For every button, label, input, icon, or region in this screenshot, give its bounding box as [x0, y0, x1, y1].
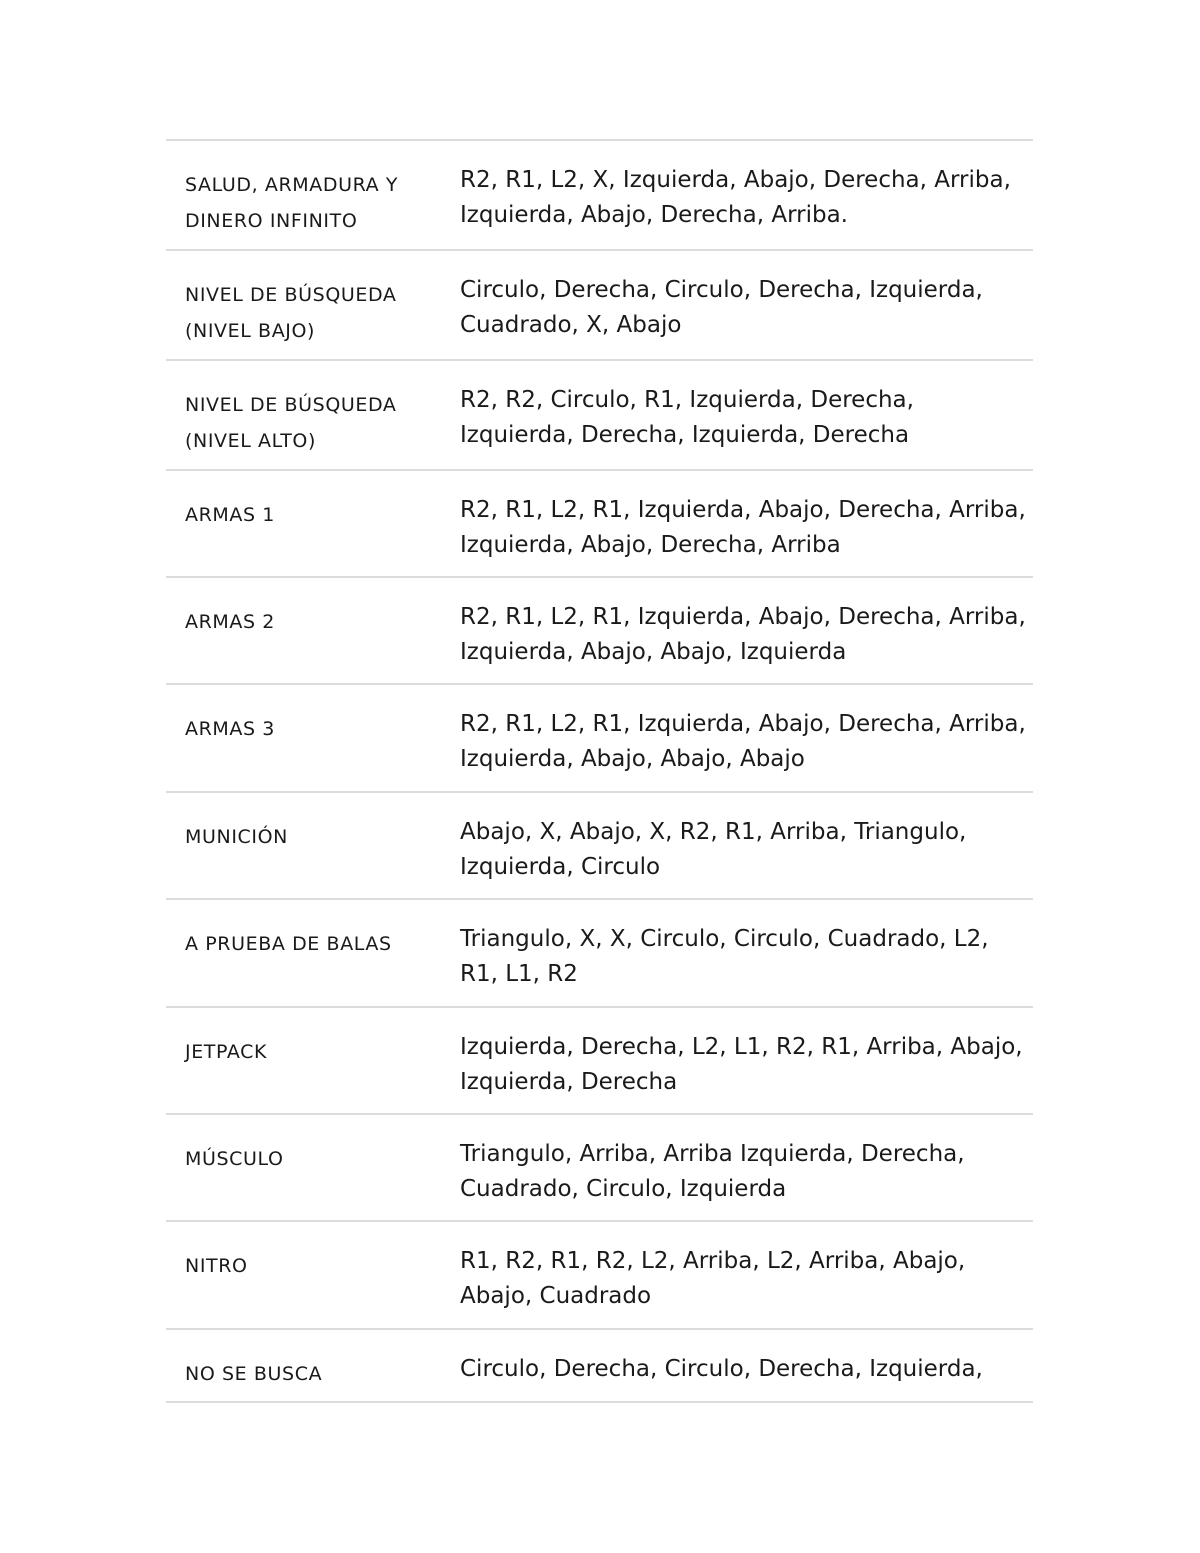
cheat-name: SALUD, ARMADURA Y DINERO INFINITO [185, 174, 399, 232]
cheat-name: JETPACK [185, 1041, 268, 1063]
table-row [166, 1115, 1033, 1222]
cheat-name: ARMAS 2 [185, 611, 275, 633]
table-row [166, 251, 1033, 361]
cheat-code: Abajo, X, Abajo, X, R2, R1, Arriba, Triangulo, Izquierda, Circulo [460, 819, 967, 880]
cheat-code: Izquierda, Derecha, L2, L1, R2, R1, Arriba, Abajo, Izquierda, Derecha [460, 1034, 1023, 1095]
table-row [166, 1222, 1033, 1330]
cheat-table [166, 139, 1033, 1403]
table-row [166, 900, 1033, 1008]
table-row [166, 685, 1033, 793]
table-row [166, 361, 1033, 471]
cheat-code: R2, R1, L2, R1, Izquierda, Abajo, Derecha, Arriba, Izquierda, Abajo, Abajo, Izquierda [460, 604, 1026, 665]
table-row [166, 1330, 1033, 1403]
table-row [166, 1008, 1033, 1115]
cheat-name: NIVEL DE BÚSQUEDA (NIVEL BAJO) [185, 284, 397, 342]
cheat-name: ARMAS 1 [185, 504, 275, 526]
cheat-code: Circulo, Derecha, Circulo, Derecha, Izquierda, [460, 1356, 983, 1382]
cheat-name: MÚSCULO [185, 1148, 284, 1170]
table-row [166, 141, 1033, 251]
cheat-code: R2, R1, L2, X, Izquierda, Abajo, Derecha, Arriba, Izquierda, Abajo, Derecha, Arriba. [460, 167, 1011, 228]
table-row [166, 471, 1033, 578]
cheat-code: R1, R2, R1, R2, L2, Arriba, L2, Arriba, Abajo, Abajo, Cuadrado [460, 1248, 966, 1309]
cheat-name: NIVEL DE BÚSQUEDA (NIVEL ALTO) [185, 394, 397, 452]
cheat-code: Triangulo, X, X, Circulo, Circulo, Cuadrado, L2, R1, L1, R2 [460, 926, 989, 987]
cheat-name: MUNICIÓN [185, 826, 288, 848]
cheat-name: NITRO [185, 1255, 248, 1277]
cheat-name: ARMAS 3 [185, 718, 275, 740]
table-row [166, 578, 1033, 685]
cheat-name: NO SE BUSCA [185, 1363, 323, 1385]
cheat-name: A PRUEBA DE BALAS [185, 933, 392, 955]
cheat-code: R2, R1, L2, R1, Izquierda, Abajo, Derecha, Arriba, Izquierda, Abajo, Abajo, Abajo [460, 711, 1026, 772]
cheat-code: Circulo, Derecha, Circulo, Derecha, Izquierda, Cuadrado, X, Abajo [460, 277, 983, 338]
table-row [166, 793, 1033, 900]
cheat-code: Triangulo, Arriba, Arriba Izquierda, Derecha, Cuadrado, Circulo, Izquierda [460, 1141, 965, 1202]
cheat-code: R2, R2, Circulo, R1, Izquierda, Derecha, Izquierda, Derecha, Izquierda, Derecha [460, 387, 914, 448]
cheat-code: R2, R1, L2, R1, Izquierda, Abajo, Derecha, Arriba, Izquierda, Abajo, Derecha, Arriba [460, 497, 1026, 558]
